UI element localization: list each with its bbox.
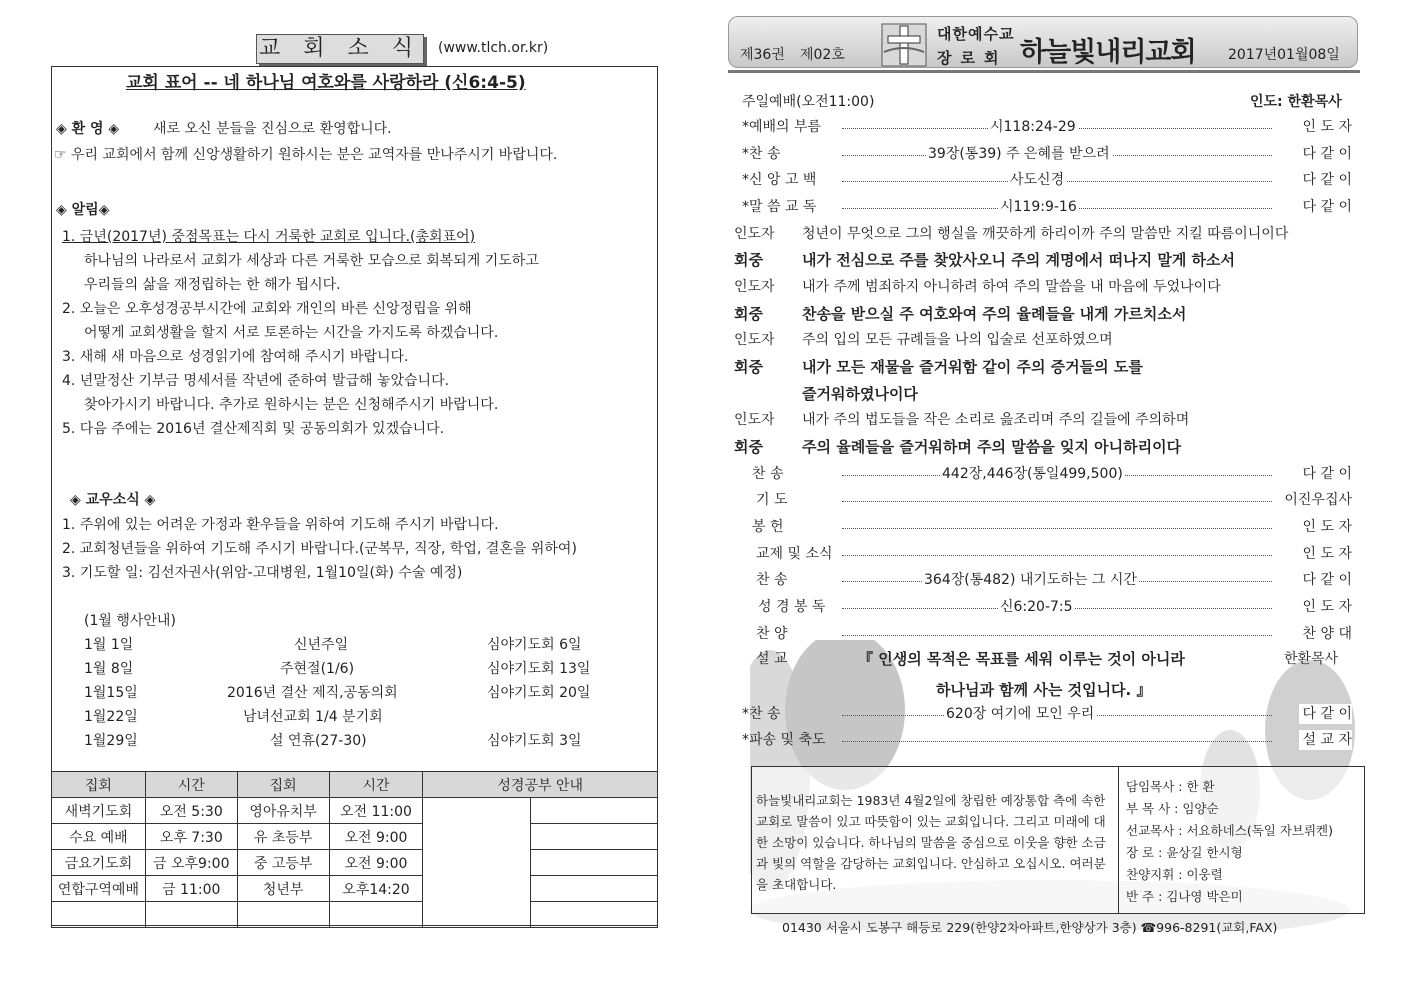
order-person: 다 같 이 [1299,570,1352,590]
event-night: 심야기도회 6일 [487,637,582,653]
table-cell: 오전 11:00 [329,798,423,824]
responsive-line [734,410,1189,430]
order-detail: 신6:20-7:5 [1000,599,1073,615]
order-item: 봉 헌 [752,519,784,535]
prayer-line: 1. 주위에 있는 어려운 가정과 환우들을 위하여 기도해 주시기 바랍니다. [62,517,499,533]
event-name: 주현절(1/6) [280,661,355,677]
event-name: 설 연휴(27-30) [270,733,367,749]
leader-dots [842,528,1272,529]
church-introduction: 하늘빛내리교회는 1983년 4월2일에 창립한 예장통합 측에 속한 교회로 말씀이 있고 따뜻함이 있는 교회입니다. 그리고 미래에 대한 소망이 있습니다. 하나님의 말씀을 중심으로 이웃을 향한 소금과 빛의 역할을 감당하는 교회입니다. 안심하고 오십시오. 여러분을 초대합니다. [756,793,1106,892]
church-cross-logo-icon [880,22,928,68]
sermon-title-cont: 하나님과 함께 사는 것입니다. 』 [936,681,1152,699]
notice-line: 5. 다음 주에는 2016년 결산제직회 및 공동의회가 있겠습니다. [62,421,445,437]
order-detail: 사도신경 [1010,172,1065,188]
reading-text: 내가 전심으로 주를 찾았사오니 주의 계명에서 떠나지 말게 하소서 [802,251,1236,269]
welcome-text: 새로 오신 분들을 진심으로 환영합니다. [153,121,392,137]
welcome-note: ☞ 우리 교회에서 함께 신앙생활하기 원하시는 분은 교역자를 만나주시기 바랍니다. [54,147,558,163]
order-item: 찬 양 [756,626,788,642]
bulletin-date: 2017년01월08일 [1228,47,1340,63]
header-divider [728,70,1360,73]
table-cell: 중 고등부 [237,850,329,876]
table-cell: 오전 9:00 [329,824,423,850]
volume-number: 제36권 [740,47,785,63]
order-row [742,170,1352,190]
table-cell: 오전 9:00 [329,850,423,876]
reading-text: 청년이 무엇으로 그의 행실을 깨끗하게 하리이까 주의 말씀만 지킬 따름이니이다 [802,226,1289,242]
order-detail: 시118:24-29 [990,119,1076,135]
event-name: 2016년 결산 제직,공동의회 [227,685,398,701]
reader-role: 인도자 [734,332,775,348]
table-cell: 유 초등부 [237,824,329,850]
table-row [52,902,658,928]
order-row [742,624,1352,644]
order-item: *찬 송 [742,146,781,162]
order-item: 교제 및 소식 [756,546,833,562]
order-detail: 364장(통482) 내기도하는 그 시간 [924,572,1137,588]
order-detail: 시119:9-16 [1000,199,1077,215]
order-item: *찬 송 [742,706,781,722]
table-cell [531,876,658,902]
event-night: 심야기도회 13일 [487,661,591,677]
table-cell [531,798,658,824]
order-row [742,730,1352,750]
meeting-schedule-table [51,771,658,928]
order-row [742,490,1352,510]
event-date: 1월15일 [84,685,138,701]
event-night: 심야기도회 3일 [487,733,582,749]
order-person: 이진우집사 [1280,490,1352,510]
event-date: 1월22일 [84,709,138,725]
bible-study-cell [423,798,531,928]
issue-number: 제02호 [800,47,845,63]
table-cell: 청년부 [237,876,329,902]
reader-role: 회중 [734,305,763,323]
reading-text: 찬송을 받으실 주 여호와여 주의 율례들을 내게 가르치소서 [802,305,1187,323]
events-heading: (1월 행사안내) [84,613,176,629]
reader-role: 회중 [734,251,763,269]
table-header-row [52,772,658,798]
responsive-line [734,330,1113,350]
sermon-title: 『 인생의 목적은 목표를 세워 이루는 것이 아니라 [858,650,1185,668]
table-row [52,798,658,824]
col-header: 집회 [237,772,329,798]
table-cell [237,902,329,928]
order-person: 인 도 자 [1299,117,1352,137]
staff-line: 선교목사 : 서요하네스(독일 자브뤼켄) [1126,823,1334,838]
notice-line: 찾아가시기 바랍니다. 추가로 원하시는 분은 신청해주시기 바랍니다. [84,397,499,413]
order-person: 인 도 자 [1299,517,1352,537]
order-detail: 39장(통39) 주 은혜를 받으려 [928,146,1110,162]
table-cell: 금 11:00 [145,876,237,902]
order-row [742,704,1352,724]
notice-line: 4. 년말정산 기부금 명세서를 작년에 준하여 발급해 놓았습니다. [62,373,450,389]
welcome-heading: ◈ 환 영 ◈ [56,121,120,137]
denomination-line-2: 장로회 [937,49,1008,67]
notice-line: 3. 새해 새 마음으로 성경읽기에 참여해 주시기 바랍니다. [62,349,409,365]
website-url[interactable]: (www.tlch.or.kr) [438,40,549,56]
order-item: 기 도 [756,492,788,508]
reader-role: 회중 [734,438,763,456]
church-motto: 교회 표어 -- 네 하나님 여호와를 사랑하라 (신6:4-5) [126,73,526,93]
order-person: 찬 양 대 [1299,624,1352,644]
prayer-heading: ◈ 교우소식 ◈ [70,492,156,508]
table-cell: 금요기도회 [52,850,146,876]
church-name: 하늘빛내리교회 [1020,37,1196,68]
order-row [742,197,1352,217]
reader-role: 회중 [734,358,763,376]
order-item: *말 씀 교 독 [742,199,817,215]
reading-text: 내가 모든 재물을 즐거워함 같이 주의 증거들의 도를 [802,358,1143,376]
table-cell: 연합구역예배 [52,876,146,902]
order-row [742,597,1352,617]
order-person: 다 같 이 [1299,464,1352,484]
responsive-line [734,437,1181,457]
staff-line: 반 주 : 김나영 박은미 [1126,889,1243,904]
prayer-line: 3. 기도할 일: 김선자권사(위암-고대병원, 1월10일(화) 수술 예정) [62,565,463,581]
order-person: 다 같 이 [1299,170,1352,190]
responsive-line [734,277,1221,297]
col-header: 성경공부 안내 [423,772,658,798]
sermon-label: 설 교 [756,651,788,667]
order-person: 설 교 자 [1299,730,1352,750]
order-row [742,144,1352,164]
notice-line: 2. 오늘은 오후성경공부시간에 교회와 개인의 바른 신앙정립을 위해 [62,301,472,317]
order-item: 찬 송 [752,466,784,482]
order-person: 인 도 자 [1299,597,1352,617]
col-header: 시간 [145,772,237,798]
table-cell [329,902,423,928]
sermon-preacher: 한환목사 [1284,651,1339,667]
responsive-line [734,224,1288,244]
notice-line: 우리들의 삶을 재정립하는 한 해가 됩시다. [84,277,341,293]
responsive-line [734,357,1143,377]
leader-dots [842,741,1272,742]
table-cell: 금 오후9:00 [145,850,237,876]
reading-text: 즐거워하였나이다 [802,385,918,403]
order-row [742,117,1352,137]
event-night: 심야기도회 20일 [487,685,591,701]
staff-line: 장 로 : 윤상길 한시형 [1126,845,1243,860]
reading-text: 주의 입의 모든 규례들을 나의 입술로 선포하였으며 [802,332,1113,348]
order-row [742,570,1352,590]
denomination-line-1: 대한예수교 [937,25,1015,43]
prayer-line: 2. 교회청년들을 위하여 기도해 주시기 바랍니다.(군복무, 직장, 학업, 결혼을 위하여) [62,541,577,557]
table-cell: 오후14:20 [329,876,423,902]
order-person: 다 같 이 [1299,704,1352,724]
reading-text: 내가 주께 범죄하지 아니하려 하여 주의 말씀을 내 마음에 두었나이다 [802,279,1221,295]
order-item: 성 경 봉 독 [758,599,826,615]
table-cell: 오전 5:30 [145,798,237,824]
staff-line: 찬양지휘 : 이웅렬 [1126,867,1223,882]
order-row [742,464,1352,484]
service-leader: 인도: 한환목사 [1250,94,1342,110]
staff-line: 담임목사 : 한 환 [1126,779,1215,794]
table-cell: 영아유치부 [237,798,329,824]
table-row [52,876,658,902]
event-date: 1월 1일 [84,637,134,653]
page-title: 교 회 소 식 [256,34,424,64]
order-item: *파송 및 축도 [742,732,826,748]
reader-role: 인도자 [734,226,775,242]
order-person: 다 같 이 [1299,197,1352,217]
table-cell [52,902,146,928]
reading-text: 내가 주의 법도들을 작은 소리로 읊조리며 주의 길들에 주의하며 [802,412,1190,428]
order-item: *신 앙 고 백 [742,172,817,188]
order-detail: 442장,446장(통일499,500) [942,466,1123,482]
event-name: 남녀선교회 1/4 분기회 [243,709,383,725]
event-date: 1월 8일 [84,661,134,677]
table-cell: 새벽기도회 [52,798,146,824]
reader-role: 인도자 [734,279,775,295]
order-person: 다 같 이 [1299,144,1352,164]
leader-dots [842,635,1272,636]
order-item: *예배의 부름 [742,119,822,135]
service-title: 주일예배(오전11:00) [742,94,875,110]
reader-role: 인도자 [734,412,775,428]
table-cell: 오후 7:30 [145,824,237,850]
responsive-line [734,250,1235,270]
table-cell [145,902,237,928]
col-header: 시간 [329,772,423,798]
staff-line: 부 목 사 : 임양순 [1126,801,1219,816]
info-divider [1118,766,1119,914]
col-header: 집회 [52,772,146,798]
order-row [742,544,1352,564]
table-cell: 수요 예배 [52,824,146,850]
notice-heading: ◈ 알림◈ [56,202,110,218]
responsive-line [734,384,918,404]
table-cell [531,850,658,876]
notice-line: 1. 금년(2017년) 중점목표는 다시 거룩한 교회로 입니다.(총회표어) [62,229,476,245]
order-person: 인 도 자 [1299,544,1352,564]
order-row [742,517,1352,537]
order-item: 찬 송 [756,572,788,588]
church-address: 01430 서울시 도봉구 해등로 229(한양2차아파트,한양상가 3층) ☎996-8291(교회,FAX) [782,920,1278,935]
table-row [52,850,658,876]
table-cell [531,902,658,928]
event-name: 신년주일 [294,637,349,653]
leader-dots [842,555,1272,556]
leader-dots [842,501,1272,502]
table-row [52,824,658,850]
reading-text: 주의 율례들을 즐거워하며 주의 말씀을 잊지 아니하리이다 [802,438,1182,456]
order-detail: 620장 여기에 모인 우리 [946,706,1095,722]
notice-line: 어떻게 교회생활을 할지 서로 토론하는 시간을 가지도록 하겠습니다. [84,325,499,341]
responsive-line [734,304,1186,324]
table-cell [531,824,658,850]
event-date: 1월29일 [84,733,138,749]
notice-line: 하나님의 나라로서 교회가 세상과 다른 거룩한 모습으로 회복되게 기도하고 [84,253,539,269]
